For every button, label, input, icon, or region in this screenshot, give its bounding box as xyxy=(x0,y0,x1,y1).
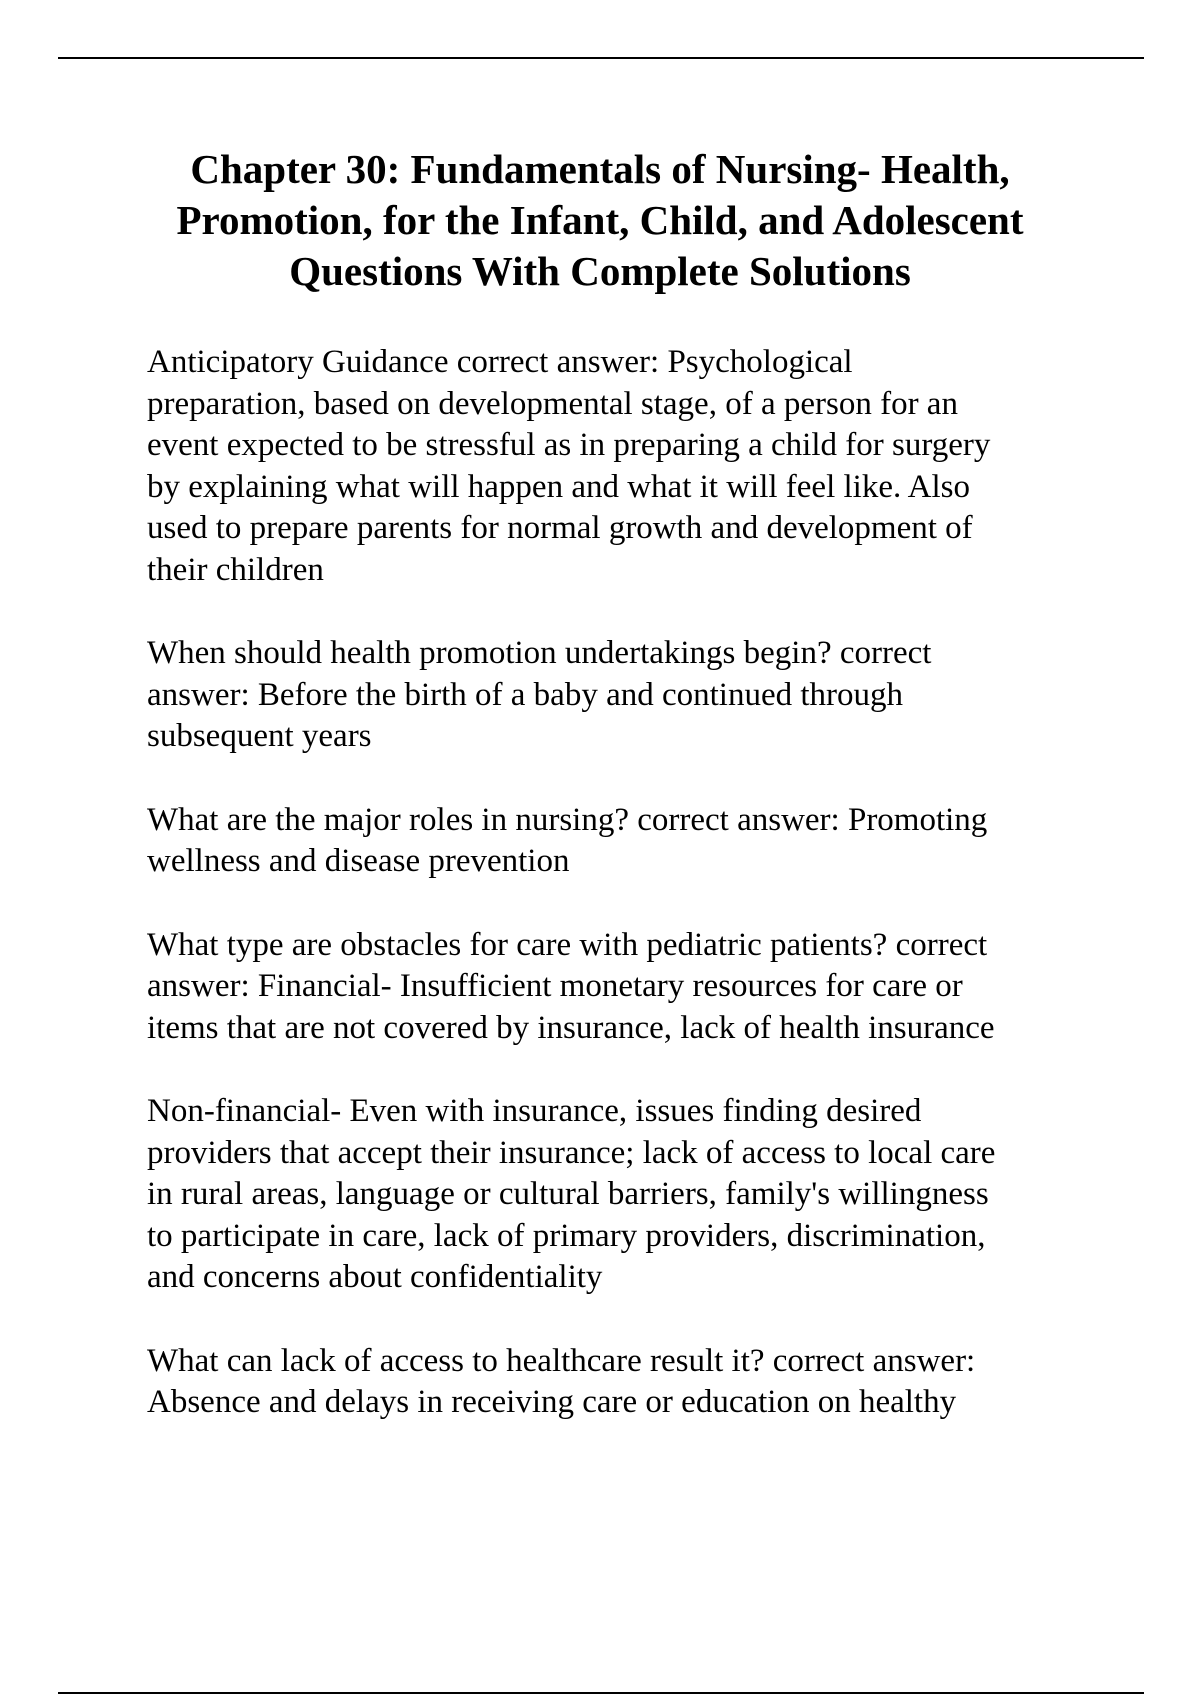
qa-paragraph xyxy=(147,342,1097,591)
text-line: providers that accept their insurance; lack of access to local care xyxy=(147,1134,996,1171)
text-line: subsequent years xyxy=(147,718,372,754)
text-line: event expected to be stressful as in preparing a child for surgery xyxy=(147,427,991,463)
text-line: answer: Financial- Insufficient monetary resources for care or xyxy=(147,968,963,1004)
title-line: Questions With Complete Solutions xyxy=(289,248,911,294)
text-line: When should health promotion undertakings begin? correct xyxy=(147,635,932,671)
title-line: Chapter 30: Fundamentals of Nursing- Health, xyxy=(190,146,1010,192)
qa-paragraph xyxy=(147,1341,1097,1424)
text-line: by explaining what will happen and what it will feel like. Also xyxy=(147,468,971,505)
qa-paragraph xyxy=(147,800,1097,883)
text-line: What can lack of access to healthcare result it? correct answer: xyxy=(147,1342,976,1379)
text-line: answer: Before the birth of a baby and continued through xyxy=(147,676,904,713)
text-line: wellness and disease prevention xyxy=(147,843,570,879)
text-line: and concerns about confidentiality xyxy=(147,1259,603,1295)
page-title xyxy=(120,144,1080,297)
text-line: What are the major roles in nursing? correct answer: Promoting xyxy=(147,801,988,838)
qa-paragraph xyxy=(147,1091,1097,1299)
document-body xyxy=(147,342,1097,1466)
text-line: in rural areas, language or cultural barriers, family's willingness xyxy=(147,1176,989,1212)
qa-paragraph xyxy=(147,925,1097,1050)
title-line: Promotion, for the Infant, Child, and Adolescent xyxy=(176,197,1024,243)
qa-paragraph xyxy=(147,633,1097,758)
text-line: What type are obstacles for care with pediatric patients? correct xyxy=(147,926,988,963)
text-line: preparation, based on developmental stage, of a person for an xyxy=(147,385,958,422)
text-line: Non-financial- Even with insurance, issues finding desired xyxy=(147,1093,922,1129)
text-line: to participate in care, lack of primary providers, discrimination, xyxy=(147,1217,986,1254)
text-line: Absence and delays in receiving care or education on healthy xyxy=(147,1384,957,1420)
text-line: items that are not covered by insurance, lack of health insurance xyxy=(147,1009,995,1046)
text-line: Anticipatory Guidance correct answer: Psychological xyxy=(147,344,853,380)
text-line: used to prepare parents for normal growth and development of xyxy=(147,510,973,546)
bottom-divider xyxy=(58,1692,1144,1694)
text-line: their children xyxy=(147,551,324,588)
top-divider xyxy=(58,57,1144,59)
